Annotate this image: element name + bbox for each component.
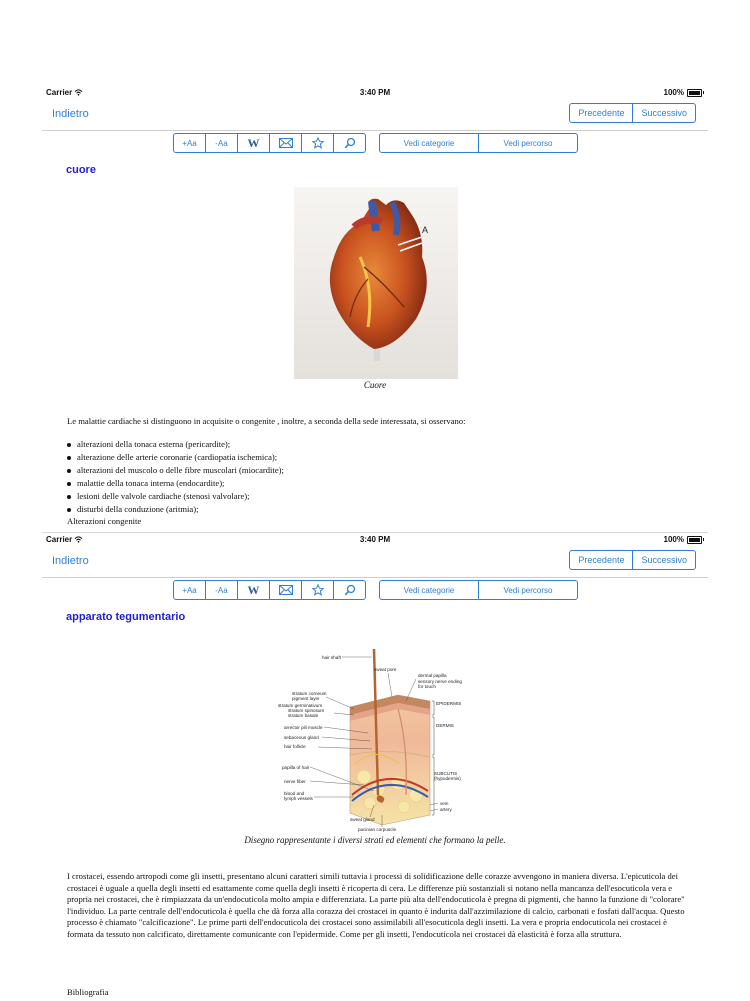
battery-percent: 100% <box>663 88 684 97</box>
clock: 3:40 PM <box>359 88 391 97</box>
status-bar <box>42 533 708 547</box>
mail-button[interactable] <box>269 134 301 152</box>
label-hypodermis: (hypodermis) <box>434 776 461 781</box>
figure-caption: Disegno rappresentante i diversi strati ed elementi che formano la pelle. <box>244 835 506 845</box>
label-sensory-nerve: sensory nerve ending <box>418 679 462 684</box>
toolbar <box>42 131 708 157</box>
view-categories-button[interactable]: Vedi categorie <box>403 138 455 148</box>
label-sweat-pore: sweat pore <box>374 667 397 672</box>
prev-next-control <box>569 103 696 123</box>
nav-bar <box>42 100 708 131</box>
label-papilla-hair: papilla of hair <box>282 765 310 770</box>
star-icon <box>312 584 324 596</box>
font-decrease-button[interactable]: -Aa <box>205 581 237 599</box>
search-button[interactable] <box>333 134 365 152</box>
search-icon <box>344 137 356 149</box>
label-stratum-basale: stratum basale <box>288 713 319 718</box>
section-heading: Alterazioni congenite <box>67 516 142 526</box>
font-increase-button[interactable]: +Aa <box>182 585 197 595</box>
label-nerve-fiber: nerve fiber <box>284 779 306 784</box>
battery-icon <box>687 536 702 544</box>
label-dermal-papilla: dermal papilla <box>418 673 447 678</box>
next-button[interactable]: Successivo <box>632 551 695 569</box>
label-pacinian: pacinian corpuscle <box>358 827 397 832</box>
view-group <box>379 133 578 153</box>
battery-status <box>664 88 702 97</box>
carrier-label: Carrier <box>46 88 73 97</box>
mail-icon <box>279 585 293 595</box>
toolbar <box>42 578 708 604</box>
list-item: alterazione delle arterie coronarie (cardiopatia ischemica); <box>67 451 284 464</box>
screen-apparato-tegumentario <box>42 532 708 1001</box>
label-stratum-spinosum: stratum spinosum <box>288 708 325 713</box>
label-stratum-corneum: stratum corneum <box>292 691 327 696</box>
status-bar <box>42 86 708 100</box>
next-button[interactable]: Successivo <box>632 104 695 122</box>
label-epidermis: EPIDERMIS <box>436 701 462 706</box>
font-increase-button[interactable]: +Aa <box>182 138 197 148</box>
nav-bar <box>42 547 708 578</box>
page-title: apparato tegumentario <box>66 611 186 623</box>
back-button[interactable]: Indietro <box>52 108 89 120</box>
search-button[interactable] <box>333 581 365 599</box>
list-item: disturbi della conduzione (aritmia); <box>67 503 284 516</box>
carrier-label: Carrier <box>46 535 73 544</box>
page-title: cuore <box>66 164 96 176</box>
figure-caption: Cuore <box>363 380 387 390</box>
label-artery: artery <box>440 807 452 812</box>
body-paragraph: I crostacei, essendo artropodi come gli insetti, presentano alcuni caratteri simili tuttavia i processi di solidificazione delle corazze avvengono in maniera diversa. L'epicuticola dei crostacei è uguale a quella degli insetti ed esattamente come quella degli insetti è ricoperta di cera. Le differenze più sostanziali si notano nella mancanza dell'esocuticola vera e propria nei crostacei, che è rimpiazzata da un'endocuticola molto ampia e differenziata. La parte più alta dell'endocuticola è pregna di pigmenti, che hanno la funzione di "colorare" l'individuo. La parte centrale dell'endocuticola è quella che dà forza alla corazza dei crostacei in quanto è indurita dall'azzimilazione di calcio, carbonati e fosfati dall'acqua. Questo processo è chiamato "calcificazione". Le prime parti dell'endocuticola dei crostacei sono assimilabili all'esocuticola degli insetti. La vera e propria endocuticola nei crostacei è formata da tessuto non calcificato, direttamente comunicante con l'epidermide. Come per gli insetti, l'endocuticola nei crostacei dà elasticità è forza alla struttura. <box>67 871 685 939</box>
view-group <box>379 580 578 600</box>
view-categories-button[interactable]: Vedi categorie <box>403 585 455 595</box>
tool-group <box>173 133 366 153</box>
label-blood: blood and <box>284 791 305 796</box>
label-pigment-layer: pigment layer <box>292 696 320 701</box>
label-dermis: DERMIS <box>436 723 454 728</box>
label-vein: vein <box>440 801 449 806</box>
label-sebaceous-gland: sebaceous gland <box>284 735 319 740</box>
favorite-button[interactable] <box>301 581 333 599</box>
list-item: malattie della tonaca interna (endocardite); <box>67 477 284 490</box>
disease-list <box>67 438 284 516</box>
view-path-button[interactable]: Vedi percorso <box>478 581 577 599</box>
font-decrease-button[interactable]: -Aa <box>205 134 237 152</box>
mail-button[interactable] <box>269 581 301 599</box>
label-for-touch: for touch <box>418 684 436 689</box>
prev-next-control <box>569 550 696 570</box>
label-stratum-germinativum: stratum germinativum <box>278 703 323 708</box>
battery-status <box>664 535 702 544</box>
list-item: alterazioni del muscolo o delle fibre muscolari (miocardite); <box>67 464 284 477</box>
mail-icon <box>279 138 293 148</box>
battery-icon <box>687 89 702 97</box>
label-subcutis: SUBCUTIS <box>434 771 458 776</box>
clock: 3:40 PM <box>359 535 391 544</box>
heart-image <box>294 187 458 379</box>
screen-cuore <box>42 86 708 530</box>
intro-paragraph: Le malattie cardiache si distinguono in acquisite o congenite , inoltre, a seconda della sede interessata, si osservano: <box>67 416 466 426</box>
list-item: alterazioni della tonaca esterna (pericardite); <box>67 438 284 451</box>
wikipedia-button[interactable]: W <box>237 581 269 599</box>
view-path-button[interactable]: Vedi percorso <box>478 134 577 152</box>
back-button[interactable]: Indietro <box>52 555 89 567</box>
star-icon <box>312 137 324 149</box>
list-item: lesioni delle valvole cardiache (stenosi valvolare); <box>67 490 284 503</box>
label-hair-shaft: hair shaft <box>322 655 341 660</box>
label-arrector-pili: arrector pili muscle <box>284 725 323 730</box>
prev-button[interactable]: Precedente <box>578 108 625 118</box>
label-sweat-gland: sweat gland <box>350 817 375 822</box>
label-hair-follicle: hair follicle <box>284 744 306 749</box>
label-lymph: lymph vessels <box>284 796 313 801</box>
tool-group <box>173 580 366 600</box>
skin-diagram-image <box>278 645 478 833</box>
search-icon <box>344 584 356 596</box>
section-heading: Bibliografia <box>67 987 109 997</box>
figure-label-a: A <box>422 225 429 235</box>
prev-button[interactable]: Precedente <box>578 555 625 565</box>
battery-percent: 100% <box>663 535 684 544</box>
favorite-button[interactable] <box>301 134 333 152</box>
wikipedia-button[interactable]: W <box>237 134 269 152</box>
